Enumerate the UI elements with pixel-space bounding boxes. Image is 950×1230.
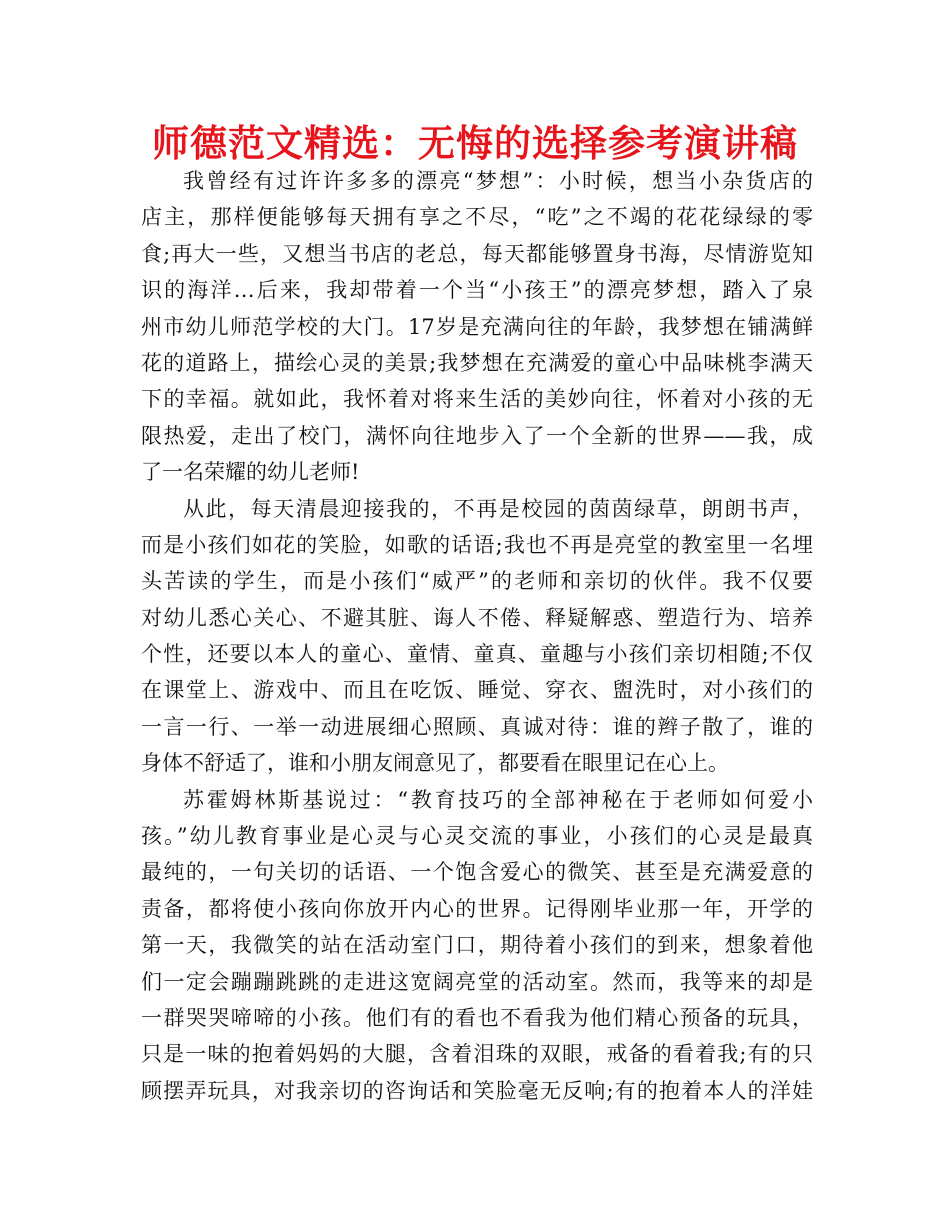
- text-line: 花的道路上，描绘心灵的美景;我梦想在充满爱的童心中品味桃李满天: [141, 350, 813, 375]
- text-line: 身体不舒适了，谁和小朋友闹意见了，都要看在眼里记在心上。: [141, 751, 729, 776]
- text-line: 一群哭哭啼啼的小孩。他们有的看也不看我为他们精心预备的玩具，: [141, 1005, 813, 1030]
- text-line: 一言一行、一举一动进展细心照顾、真诚对待：谁的辫子散了，谁的: [141, 714, 813, 739]
- text-line: 店主，那样便能够每天拥有享之不尽，“吃”之不竭的花花绿绿的零: [141, 205, 813, 230]
- text-line: 头苦读的学生，而是小孩们“威严”的老师和亲切的伙伴。我不仅要: [141, 569, 813, 594]
- text-line: 识的海洋…后来，我却带着一个当“小孩王”的漂亮梦想，踏入了泉: [141, 278, 813, 303]
- text-line: 了一名荣耀的幼儿老师!: [141, 460, 360, 485]
- text-line: 最纯的，一句关切的话语、一个饱含爱心的微笑、甚至是充满爱意的: [141, 860, 813, 885]
- text-line: 在课堂上、游戏中、而且在吃饭、睡觉、穿衣、盥洗时，对小孩们的: [141, 678, 813, 703]
- text-line: 个性，还要以本人的童心、童情、童真、童趣与小孩们亲切相随;不仅: [141, 642, 813, 667]
- paragraph-3: [141, 782, 813, 1110]
- text-line: 食;再大一些，又想当书店的老总，每天都能够置身书海，尽情游览知: [141, 241, 813, 266]
- text-line: 孩。”幼儿教育事业是心灵与心灵交流的事业，小孩们的心灵是最真: [141, 824, 813, 849]
- text-line: 从此，每天清晨迎接我的，不再是校园的茵茵绿草，朗朗书声，: [183, 496, 813, 521]
- text-line: 苏霍姆林斯基说过：“教育技巧的全部神秘在于老师如何爱小: [183, 787, 813, 812]
- paragraph-2: [141, 491, 813, 782]
- text-line: 只是一味的抱着妈妈的大腿，含着泪珠的双眼，戒备的看着我;有的只: [141, 1042, 813, 1067]
- text-line: 我曾经有过许许多多的漂亮“梦想”：小时候，想当小杂货店的: [183, 169, 813, 193]
- document-body: [141, 163, 813, 1109]
- text-line: 责备，都将使小孩向你放开内心的世界。记得刚毕业那一年，开学的: [141, 896, 813, 921]
- text-line: 下的幸福。就如此，我怀着对将来生活的美妙向往，怀着对小孩的无: [141, 387, 813, 412]
- text-line: 对幼儿悉心关心、不避其脏、诲人不倦、释疑解惑、塑造行为、培养: [141, 605, 813, 630]
- paragraph-1: [141, 163, 813, 491]
- text-line: 限热爱，走出了校门，满怀向往地步入了一个全新的世界——我，成: [141, 423, 813, 448]
- text-line: 第一天，我微笑的站在活动室门口，期待着小孩们的到来，想象着他: [141, 933, 813, 958]
- text-line: 而是小孩们如花的笑脸，如歌的话语;我也不再是亮堂的教室里一名埋: [141, 532, 813, 557]
- text-line: 们一定会蹦蹦跳跳的走进这宽阔亮堂的活动室。然而，我等来的却是: [141, 969, 813, 994]
- text-line: 州市幼儿师范学校的大门。17岁是充满向往的年龄，我梦想在铺满鲜: [141, 314, 813, 339]
- text-line: 顾摆弄玩具，对我亲切的咨询话和笑脸毫无反响;有的抱着本人的洋娃: [141, 1078, 813, 1103]
- document-title: 师德范文精选：无悔的选择参考演讲稿: [152, 122, 798, 165]
